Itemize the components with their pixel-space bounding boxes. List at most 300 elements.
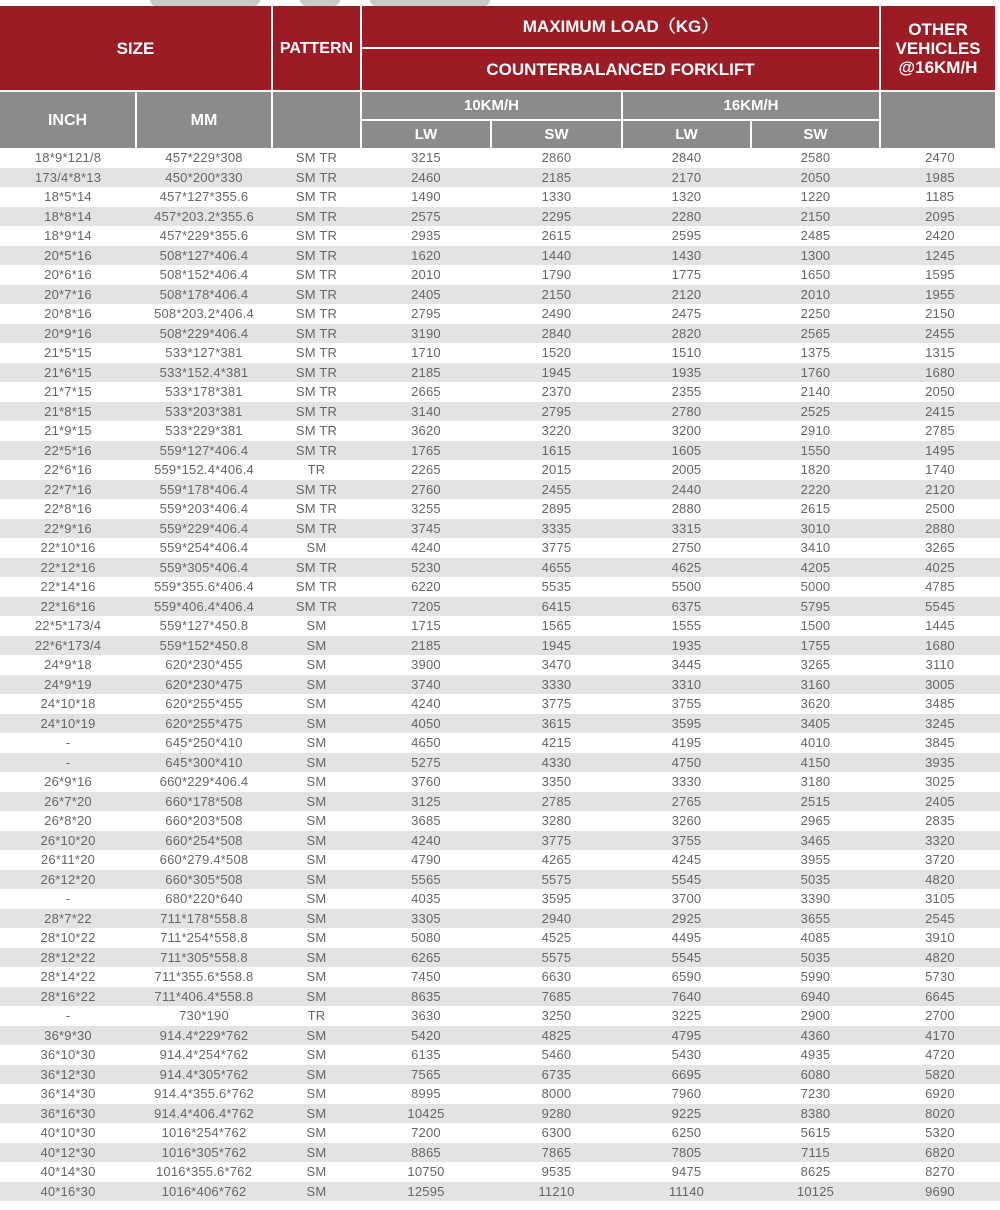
table-row	[0, 460, 1000, 480]
mm-cell: 711*178*558.8	[136, 909, 272, 929]
sw-16-cell: 2615	[751, 499, 880, 519]
mm-cell: 450*200*330	[136, 168, 272, 188]
sw-10-cell: 1615	[491, 441, 622, 461]
lw-10-cell: 4050	[361, 714, 491, 734]
lw-10-cell: 3630	[361, 1006, 491, 1026]
other-vehicles-cell: 8020	[880, 1104, 1000, 1124]
mm-cell: 533*229*381	[136, 421, 272, 441]
lw-16-cell: 2780	[622, 402, 751, 422]
sw-16-cell: 3390	[751, 889, 880, 909]
lw-16-cell: 2170	[622, 168, 751, 188]
lw-10-cell: 2185	[361, 363, 491, 383]
inch-cell: -	[0, 753, 136, 773]
lw-16-cell: 1320	[622, 187, 751, 207]
lw-10-cell: 1710	[361, 343, 491, 363]
lw-16-cell: 6375	[622, 597, 751, 617]
pattern-cell: SM	[272, 850, 361, 870]
lw-16-header: LW	[623, 121, 750, 148]
inch-cell: 18*9*14	[0, 226, 136, 246]
pattern-cell: SM	[272, 714, 361, 734]
other-vehicles-cell: 4820	[880, 870, 1000, 890]
sw-10-cell: 3250	[491, 1006, 622, 1026]
lw-10-cell: 5230	[361, 558, 491, 578]
pattern-cell: SM	[272, 1104, 361, 1124]
lw-16-cell: 2750	[622, 538, 751, 558]
inch-cell: 28*7*22	[0, 909, 136, 929]
other-vehicles-cell: 5545	[880, 597, 1000, 617]
sw-10-cell: 3350	[491, 772, 622, 792]
sw-16-cell: 1550	[751, 441, 880, 461]
sw-16-cell: 8380	[751, 1104, 880, 1124]
lw-16-cell: 3225	[622, 1006, 751, 1026]
other-vehicles-cell: 3320	[880, 831, 1000, 851]
pattern-cell: SM TR	[272, 343, 361, 363]
lw-16-cell: 3445	[622, 655, 751, 675]
pattern-cell: SM TR	[272, 226, 361, 246]
sw-10-cell: 7685	[491, 987, 622, 1007]
sw-10-cell: 1440	[491, 246, 622, 266]
lw-10-cell: 2265	[361, 460, 491, 480]
mm-cell: 457*229*355.6	[136, 226, 272, 246]
pattern-cell: SM TR	[272, 441, 361, 461]
inch-cell: 26*11*20	[0, 850, 136, 870]
mm-cell: 711*355.6*558.8	[136, 967, 272, 987]
lw-10-cell: 1620	[361, 246, 491, 266]
inch-cell: 40*12*30	[0, 1143, 136, 1163]
mm-cell: 620*230*455	[136, 655, 272, 675]
other-vehicles-cell: 3245	[880, 714, 1000, 734]
table-row	[0, 285, 1000, 305]
sw-16-cell: 2250	[751, 304, 880, 324]
table-row	[0, 753, 1000, 773]
inch-cell: 28*14*22	[0, 967, 136, 987]
inch-cell: 24*9*18	[0, 655, 136, 675]
inch-cell: 21*9*15	[0, 421, 136, 441]
pattern-cell: SM TR	[272, 246, 361, 266]
sw-10-cell: 2370	[491, 382, 622, 402]
table-row	[0, 187, 1000, 207]
other-vehicles-cell: 2785	[880, 421, 1000, 441]
sw-10-cell: 2795	[491, 402, 622, 422]
table-row	[0, 148, 1000, 168]
other-vehicles-cell: 1185	[880, 187, 1000, 207]
mm-cell: 660*229*406.4	[136, 772, 272, 792]
pattern-cell: SM TR	[272, 285, 361, 305]
sw-16-cell: 4150	[751, 753, 880, 773]
table-row	[0, 1045, 1000, 1065]
lw-10-cell: 4035	[361, 889, 491, 909]
sw-16-cell: 7230	[751, 1084, 880, 1104]
lw-16-cell: 3755	[622, 831, 751, 851]
inch-cell: -	[0, 1006, 136, 1026]
inch-cell: 24*10*18	[0, 694, 136, 714]
sw-16-cell: 3955	[751, 850, 880, 870]
other-vehicles-cell: 1740	[880, 460, 1000, 480]
other-vehicles-subheader	[881, 92, 995, 148]
table-row	[0, 577, 1000, 597]
sw-16-cell: 8625	[751, 1162, 880, 1182]
pattern-cell: SM	[272, 1123, 361, 1143]
table-header	[0, 6, 1000, 148]
pattern-cell: SM TR	[272, 558, 361, 578]
inch-cell: 22*6*173/4	[0, 636, 136, 656]
pattern-cell: SM	[272, 967, 361, 987]
mm-cell: 559*254*406.4	[136, 538, 272, 558]
mm-cell: 711*254*558.8	[136, 928, 272, 948]
table-row	[0, 772, 1000, 792]
pattern-cell: SM TR	[272, 577, 361, 597]
sw-16-cell: 2525	[751, 402, 880, 422]
inch-cell: 36*16*30	[0, 1104, 136, 1124]
sw-10-cell: 9280	[491, 1104, 622, 1124]
sw-16-cell: 5000	[751, 577, 880, 597]
other-vehicles-cell: 3025	[880, 772, 1000, 792]
table-row	[0, 1084, 1000, 1104]
sw-10-cell: 2940	[491, 909, 622, 929]
sw-16-cell: 3405	[751, 714, 880, 734]
lw-10-cell: 3215	[361, 148, 491, 168]
mm-cell: 508*127*406.4	[136, 246, 272, 266]
other-vehicles-cell: 5320	[880, 1123, 1000, 1143]
lw-16-cell: 3260	[622, 811, 751, 831]
sw-10-cell: 6415	[491, 597, 622, 617]
lw-10-cell: 4240	[361, 694, 491, 714]
lw-10-cell: 2405	[361, 285, 491, 305]
mm-cell: 508*229*406.4	[136, 324, 272, 344]
mm-cell: 914.4*229*762	[136, 1026, 272, 1046]
table-row	[0, 343, 1000, 363]
sw-16-cell: 3010	[751, 519, 880, 539]
lw-16-cell: 7960	[622, 1084, 751, 1104]
sw-10-cell: 4655	[491, 558, 622, 578]
lw-10-cell: 6220	[361, 577, 491, 597]
table-row	[0, 538, 1000, 558]
pattern-subheader	[273, 92, 360, 148]
mm-cell: 559*127*406.4	[136, 441, 272, 461]
sw-10-cell: 3775	[491, 694, 622, 714]
sw-10-cell: 2895	[491, 499, 622, 519]
inch-cell: 18*8*14	[0, 207, 136, 227]
inch-cell: 20*7*16	[0, 285, 136, 305]
sw-16-cell: 4085	[751, 928, 880, 948]
lw-10-cell: 1765	[361, 441, 491, 461]
pattern-cell: SM	[272, 1162, 361, 1182]
sw-16-cell: 3465	[751, 831, 880, 851]
pattern-cell: SM TR	[272, 324, 361, 344]
lw-16-cell: 1510	[622, 343, 751, 363]
table-row	[0, 967, 1000, 987]
mm-cell: 914.4*305*762	[136, 1065, 272, 1085]
table-row	[0, 616, 1000, 636]
lw-16-cell: 4750	[622, 753, 751, 773]
inch-cell: 40*10*30	[0, 1123, 136, 1143]
sw-16-cell: 4205	[751, 558, 880, 578]
sw-10-cell: 3220	[491, 421, 622, 441]
other-vehicles-cell: 1595	[880, 265, 1000, 285]
mm-cell: 914.4*355.6*762	[136, 1084, 272, 1104]
other-vehicles-cell: 3265	[880, 538, 1000, 558]
other-vehicles-cell: 5730	[880, 967, 1000, 987]
sw-10-cell: 2860	[491, 148, 622, 168]
inch-cell: 22*5*173/4	[0, 616, 136, 636]
sw-10-cell: 5575	[491, 948, 622, 968]
inch-cell: 22*16*16	[0, 597, 136, 617]
table-row	[0, 324, 1000, 344]
table-row	[0, 499, 1000, 519]
lw-10-cell: 7205	[361, 597, 491, 617]
sw-16-cell: 2140	[751, 382, 880, 402]
pattern-cell: SM	[272, 987, 361, 1007]
sw-10-cell: 4330	[491, 753, 622, 773]
other-vehicles-cell: 2405	[880, 792, 1000, 812]
pattern-cell: SM TR	[272, 207, 361, 227]
pattern-header: PATTERN	[273, 6, 360, 90]
other-vehicles-cell: 3935	[880, 753, 1000, 773]
lw-10-cell: 7200	[361, 1123, 491, 1143]
pattern-cell: SM	[272, 733, 361, 753]
mm-cell: 559*178*406.4	[136, 480, 272, 500]
lw-16-cell: 2880	[622, 499, 751, 519]
pattern-cell: SM	[272, 811, 361, 831]
other-vehicles-cell: 1680	[880, 636, 1000, 656]
table-row	[0, 226, 1000, 246]
inch-cell: 36*9*30	[0, 1026, 136, 1046]
mm-cell: 559*406.4*406.4	[136, 597, 272, 617]
sw-16-cell: 1755	[751, 636, 880, 656]
lw-16-cell: 2440	[622, 480, 751, 500]
lw-16-cell: 2120	[622, 285, 751, 305]
other-vehicles-cell: 2095	[880, 207, 1000, 227]
sw-10-cell: 1790	[491, 265, 622, 285]
mm-cell: 508*178*406.4	[136, 285, 272, 305]
sw-16-cell: 7115	[751, 1143, 880, 1163]
table-row	[0, 850, 1000, 870]
lw-10-cell: 2185	[361, 636, 491, 656]
pattern-cell: SM TR	[272, 499, 361, 519]
lw-16-cell: 3595	[622, 714, 751, 734]
sw-16-cell: 2050	[751, 168, 880, 188]
pattern-cell: SM TR	[272, 597, 361, 617]
pattern-cell: SM	[272, 694, 361, 714]
mm-cell: 508*203.2*406.4	[136, 304, 272, 324]
lw-10-cell: 8635	[361, 987, 491, 1007]
load-table	[0, 148, 1000, 1201]
other-vehicles-cell: 2415	[880, 402, 1000, 422]
sw-16-cell: 5615	[751, 1123, 880, 1143]
mm-cell: 1016*355.6*762	[136, 1162, 272, 1182]
counterbalanced-forklift-header: COUNTERBALANCED FORKLIFT	[362, 49, 879, 90]
other-vehicles-cell: 4820	[880, 948, 1000, 968]
lw-16-cell: 5500	[622, 577, 751, 597]
lw-16-cell: 4245	[622, 850, 751, 870]
pattern-cell: SM	[272, 889, 361, 909]
lw-10-cell: 8995	[361, 1084, 491, 1104]
inch-cell: 26*10*20	[0, 831, 136, 851]
other-vehicles-cell: 2120	[880, 480, 1000, 500]
pattern-cell: SM	[272, 909, 361, 929]
sw-16-cell: 10125	[751, 1182, 880, 1202]
inch-cell: 28*12*22	[0, 948, 136, 968]
inch-cell: 20*6*16	[0, 265, 136, 285]
sw-10-cell: 2295	[491, 207, 622, 227]
table-row	[0, 694, 1000, 714]
inch-cell: 22*9*16	[0, 519, 136, 539]
lw-10-cell: 6265	[361, 948, 491, 968]
other-vehicles-cell: 1495	[880, 441, 1000, 461]
mm-cell: 559*305*406.4	[136, 558, 272, 578]
sw-10-cell: 1330	[491, 187, 622, 207]
lw-16-cell: 3310	[622, 675, 751, 695]
pattern-cell: SM	[272, 1182, 361, 1202]
other-vehicles-cell: 2880	[880, 519, 1000, 539]
other-vehicles-cell: 5820	[880, 1065, 1000, 1085]
mm-cell: 1016*305*762	[136, 1143, 272, 1163]
pattern-cell: SM	[272, 1026, 361, 1046]
inch-cell: 28*10*22	[0, 928, 136, 948]
pattern-cell: SM TR	[272, 480, 361, 500]
inch-cell: 24*9*19	[0, 675, 136, 695]
lw-10-cell: 3745	[361, 519, 491, 539]
other-vehicles-cell: 4025	[880, 558, 1000, 578]
lw-16-cell: 1430	[622, 246, 751, 266]
inch-cell: -	[0, 889, 136, 909]
other-vehicles-cell: 3485	[880, 694, 1000, 714]
mm-cell: 533*203*381	[136, 402, 272, 422]
pattern-cell: SM	[272, 948, 361, 968]
sw-10-cell: 3470	[491, 655, 622, 675]
pattern-cell: SM	[272, 870, 361, 890]
table-row	[0, 1006, 1000, 1026]
table-row	[0, 402, 1000, 422]
sw-10-cell: 1945	[491, 363, 622, 383]
sw-16-cell: 2010	[751, 285, 880, 305]
table-row	[0, 1143, 1000, 1163]
pattern-cell: SM	[272, 1143, 361, 1163]
other-vehicles-cell: 2455	[880, 324, 1000, 344]
sw-16-header: SW	[752, 121, 879, 148]
mm-cell: 660*254*508	[136, 831, 272, 851]
lw-10-cell: 3760	[361, 772, 491, 792]
mm-cell: 457*127*355.6	[136, 187, 272, 207]
lw-10-cell: 5420	[361, 1026, 491, 1046]
inch-cell: 22*12*16	[0, 558, 136, 578]
other-vehicles-cell: 3720	[880, 850, 1000, 870]
lw-16-cell: 2820	[622, 324, 751, 344]
other-vehicles-cell: 1955	[880, 285, 1000, 305]
inch-cell: 20*5*16	[0, 246, 136, 266]
table-row	[0, 265, 1000, 285]
sw-10-cell: 3595	[491, 889, 622, 909]
other-vehicles-cell: 3845	[880, 733, 1000, 753]
mm-cell: 533*152.4*381	[136, 363, 272, 383]
other-vehicles-cell: 2700	[880, 1006, 1000, 1026]
lw-16-cell: 5430	[622, 1045, 751, 1065]
pattern-cell: SM	[272, 675, 361, 695]
sw-10-cell: 4265	[491, 850, 622, 870]
pattern-cell: SM	[272, 538, 361, 558]
sw-10-cell: 3280	[491, 811, 622, 831]
size-header: SIZE	[0, 6, 271, 90]
sw-16-cell: 6940	[751, 987, 880, 1007]
other-vehicles-cell: 6920	[880, 1084, 1000, 1104]
inch-cell: 36*12*30	[0, 1065, 136, 1085]
sw-10-header: SW	[492, 121, 621, 148]
sw-16-cell: 3410	[751, 538, 880, 558]
mm-header: MM	[137, 92, 271, 148]
mm-cell: 559*152*450.8	[136, 636, 272, 656]
pattern-cell: SM TR	[272, 382, 361, 402]
other-vehicles-cell: 3910	[880, 928, 1000, 948]
lw-16-cell: 2840	[622, 148, 751, 168]
table-row	[0, 1065, 1000, 1085]
inch-cell: 28*16*22	[0, 987, 136, 1007]
lw-10-cell: 10425	[361, 1104, 491, 1124]
lw-16-cell: 1605	[622, 441, 751, 461]
sw-10-cell: 6735	[491, 1065, 622, 1085]
sw-16-cell: 3655	[751, 909, 880, 929]
lw-10-cell: 2575	[361, 207, 491, 227]
mm-cell: 645*250*410	[136, 733, 272, 753]
inch-cell: 26*8*20	[0, 811, 136, 831]
table-row	[0, 246, 1000, 266]
sw-16-cell: 5990	[751, 967, 880, 987]
lw-10-cell: 3900	[361, 655, 491, 675]
other-vehicles-cell: 1985	[880, 168, 1000, 188]
table-row	[0, 558, 1000, 578]
pattern-cell: SM TR	[272, 519, 361, 539]
pattern-cell: SM	[272, 772, 361, 792]
table-row	[0, 987, 1000, 1007]
other-vehicles-cell: 3110	[880, 655, 1000, 675]
lw-16-cell: 2280	[622, 207, 751, 227]
mm-cell: 533*127*381	[136, 343, 272, 363]
mm-cell: 730*190	[136, 1006, 272, 1026]
inch-cell: 18*5*14	[0, 187, 136, 207]
lw-16-cell: 2595	[622, 226, 751, 246]
lw-10-cell: 2795	[361, 304, 491, 324]
mm-cell: 914.4*254*762	[136, 1045, 272, 1065]
lw-10-cell: 4240	[361, 538, 491, 558]
table-row	[0, 792, 1000, 812]
sw-16-cell: 5035	[751, 870, 880, 890]
sw-10-cell: 2840	[491, 324, 622, 344]
sw-16-cell: 2150	[751, 207, 880, 227]
lw-10-cell: 3740	[361, 675, 491, 695]
table-row	[0, 733, 1000, 753]
lw-10-cell: 3620	[361, 421, 491, 441]
inch-cell: 21*8*15	[0, 402, 136, 422]
mm-cell: 620*230*475	[136, 675, 272, 695]
pattern-cell: SM	[272, 792, 361, 812]
table-row	[0, 675, 1000, 695]
sw-10-cell: 9535	[491, 1162, 622, 1182]
sw-16-cell: 2910	[751, 421, 880, 441]
table-row	[0, 948, 1000, 968]
mm-cell: 559*229*406.4	[136, 519, 272, 539]
sw-16-cell: 3620	[751, 694, 880, 714]
pattern-cell: SM	[272, 1065, 361, 1085]
other-vehicles-cell: 1245	[880, 246, 1000, 266]
sw-16-cell: 4935	[751, 1045, 880, 1065]
pattern-cell: TR	[272, 460, 361, 480]
other-vehicles-cell: 6645	[880, 987, 1000, 1007]
lw-16-cell: 2925	[622, 909, 751, 929]
lw-16-cell: 4625	[622, 558, 751, 578]
lw-10-cell: 5080	[361, 928, 491, 948]
mm-cell: 559*355.6*406.4	[136, 577, 272, 597]
table-row	[0, 928, 1000, 948]
other-vehicles-cell: 9690	[880, 1182, 1000, 1202]
